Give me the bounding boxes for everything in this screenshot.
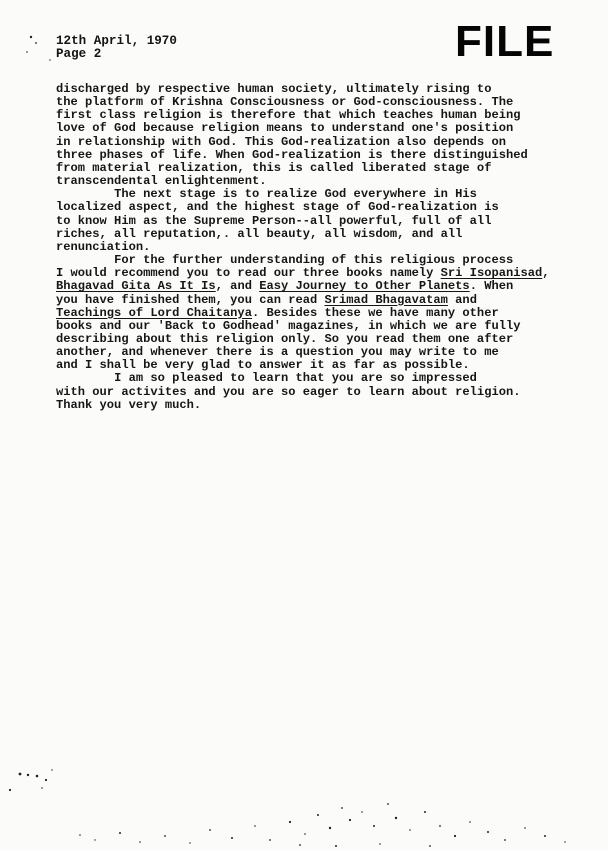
text-segment: love of God because religion means to understand one's position xyxy=(56,121,514,136)
book-title: Bhagavad Gita As It Is xyxy=(56,279,216,294)
text-segment: . Besides these we have many other xyxy=(251,305,499,320)
text-segment: I would recommend you to read our three books namely xyxy=(56,266,441,281)
text-segment: , and xyxy=(215,279,260,294)
text-segment: another, and whenever there is a question you may write to me xyxy=(56,345,499,360)
text-segment: discharged by respective human society, ultimately rising to xyxy=(56,82,492,96)
book-title: Sri Isopanisad xyxy=(440,266,543,281)
text-segment: three phases of life. When God-realization is there distinguished xyxy=(56,147,528,162)
text-segment: to know Him as the Supreme Person--all powerful, full of all xyxy=(56,213,492,228)
text-segment: in relationship with God. This God-realization also depends on xyxy=(56,134,506,149)
text-segment: with our activites and you are so eager to learn about religion. xyxy=(56,384,521,399)
text-segment: describing about this religion only. So you read them one after xyxy=(56,331,514,346)
page-number: Page 2 xyxy=(56,47,102,61)
text-segment: and I shall be very glad to answer it as far as possible. xyxy=(56,358,470,373)
text-segment: from material realization, this is called liberated stage of xyxy=(56,160,492,175)
file-stamp: FILE xyxy=(455,17,555,66)
text-segment: and xyxy=(447,292,477,307)
text-segment: Thank you very much. xyxy=(56,397,202,412)
letter-date: 12th April, 1970 xyxy=(56,34,177,48)
text-segment: , xyxy=(542,266,550,281)
book-title: Teachings of Lord Chaitanya xyxy=(56,305,252,320)
text-segment: I am so pleased to learn that you are so impressed xyxy=(114,371,477,386)
text-segment: riches, all reputation,. all beauty, all wisdom, and all xyxy=(56,226,463,241)
text-segment: . When xyxy=(469,279,514,294)
text-segment: books and our 'Back to Godhead' magazines, in which we are fully xyxy=(56,318,521,333)
book-title: Easy Journey to Other Planets xyxy=(259,279,470,294)
text-segment: renunciation. xyxy=(56,239,151,254)
text-segment: the platform of Krishna Consciousness or God-consciousness. The xyxy=(56,95,514,110)
text-segment: you have finished them, you can read xyxy=(56,292,325,307)
book-title: Srimad Bhagavatam xyxy=(324,292,448,307)
text-segment: For the further understanding of this religious process xyxy=(114,253,514,268)
text-segment: localized aspect, and the highest stage of God-realization is xyxy=(56,200,499,215)
text-segment: The next stage is to realize God everywhere in His xyxy=(114,187,477,202)
text-segment: transcendental enlightenment. xyxy=(56,174,267,189)
text-segment: first class religion is therefore that which teaches human being xyxy=(56,108,521,123)
